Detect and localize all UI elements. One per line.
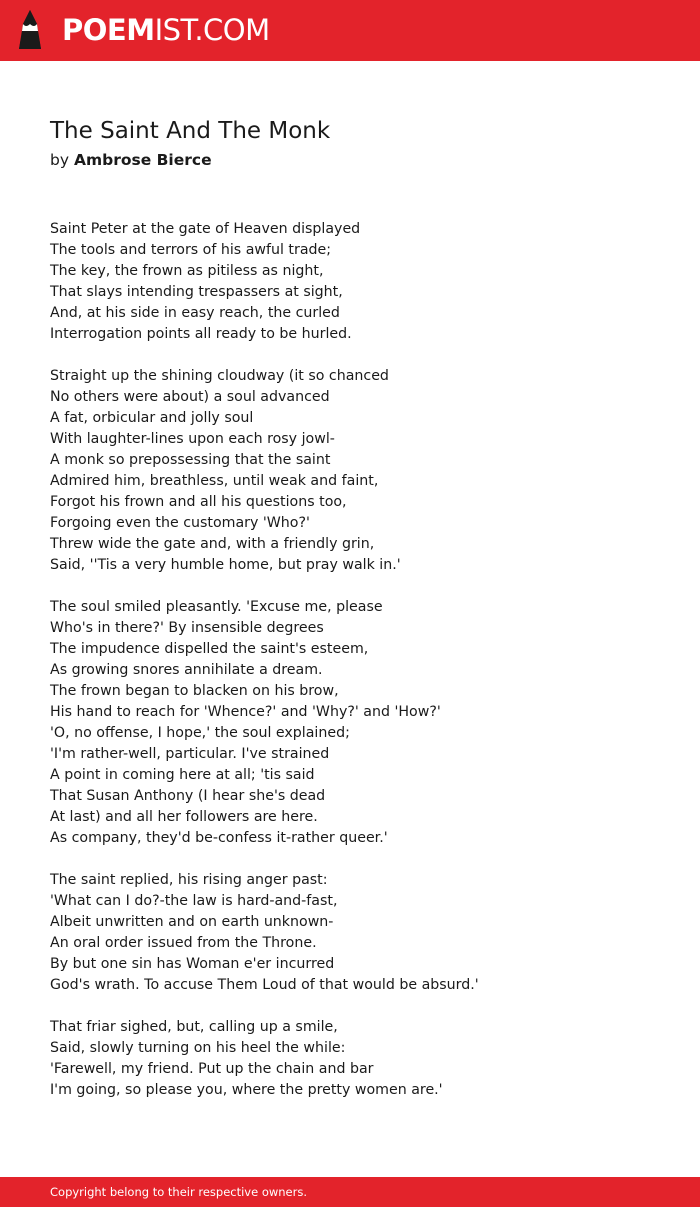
- poem-line: 'Farewell, my friend. Put up the chain and bar: [50, 1061, 374, 1077]
- poem-line: And, at his side in easy reach, the curled: [50, 305, 340, 321]
- stanza: [50, 366, 660, 576]
- poem-line: Admired him, breathless, until weak and faint,: [50, 473, 379, 489]
- pen-nib-icon[interactable]: [17, 9, 43, 51]
- poem-line: A point in coming here at all; 'tis said: [50, 767, 315, 783]
- site-footer: [0, 1177, 700, 1207]
- poem-line: Said, ''Tis a very humble home, but pray walk in.': [50, 557, 401, 573]
- poem-title: The Saint And The Monk: [50, 118, 331, 144]
- poem-line: Straight up the shining cloudway (it so chanced: [50, 368, 389, 384]
- poem-line: No others were about) a soul advanced: [50, 389, 330, 405]
- poem-line: By but one sin has Woman e'er incurred: [50, 956, 335, 972]
- poem-line: A monk so prepossessing that the saint: [50, 452, 331, 468]
- poem-line: A fat, orbicular and jolly soul: [50, 410, 254, 426]
- by-label: by: [50, 151, 70, 169]
- poem-line: An oral order issued from the Throne.: [50, 935, 317, 951]
- logo-text-light: IST.COM: [154, 13, 270, 47]
- poem-line: 'What can I do?-the law is hard-and-fast,: [50, 893, 338, 909]
- stanza: [50, 870, 660, 996]
- poem-line: At last) and all her followers are here.: [50, 809, 318, 825]
- poem-line: Forgoing even the customary 'Who?': [50, 515, 310, 531]
- poem-line: Albeit unwritten and on earth unknown-: [50, 914, 334, 930]
- poem-line: 'O, no offense, I hope,' the soul explained;: [50, 725, 350, 741]
- stanza: [50, 219, 660, 345]
- logo-text-strong: POEM: [62, 13, 155, 47]
- poem-line: His hand to reach for 'Whence?' and 'Why?' and 'How?': [50, 704, 441, 720]
- poem-line: Saint Peter at the gate of Heaven displayed: [50, 221, 361, 237]
- poem-line: Threw wide the gate and, with a friendly grin,: [50, 536, 375, 552]
- poem-line: 'I'm rather-well, particular. I've strained: [50, 746, 330, 762]
- stanza: [50, 597, 660, 849]
- poem-line: Forgot his frown and all his questions too,: [50, 494, 347, 510]
- poem-line: That Susan Anthony (I hear she's dead: [50, 788, 326, 804]
- poem-line: Said, slowly turning on his heel the while:: [50, 1040, 346, 1056]
- poem-line: That slays intending trespassers at sight,: [50, 284, 343, 300]
- poem-line: Who's in there?' By insensible degrees: [50, 620, 324, 636]
- poem-line: That friar sighed, but, calling up a smile,: [50, 1019, 338, 1035]
- copyright-notice: Copyright belong to their respective owners.: [50, 1185, 308, 1199]
- poem-line: God's wrath. To accuse Them Loud of that would be absurd.': [50, 977, 479, 993]
- poem-line: As company, they'd be-confess it-rather queer.': [50, 830, 388, 846]
- poem-line: I'm going, so please you, where the pretty women are.': [50, 1082, 443, 1098]
- site-header: [0, 0, 700, 61]
- poem-line: The impudence dispelled the saint's esteem,: [50, 641, 369, 657]
- poem-line: The key, the frown as pitiless as night,: [50, 263, 324, 279]
- poem-line: The soul smiled pleasantly. 'Excuse me, please: [50, 599, 383, 615]
- poem-body: [50, 219, 660, 1122]
- byline: [50, 149, 660, 171]
- author-name: Ambrose Bierce: [73, 151, 212, 169]
- poem-heading: [50, 116, 660, 171]
- poem-line: Interrogation points all ready to be hurled.: [50, 326, 352, 342]
- poem-line: As growing snores annihilate a dream.: [50, 662, 323, 678]
- poem-line: The saint replied, his rising anger past:: [50, 872, 328, 888]
- site-logo[interactable]: [62, 12, 270, 48]
- poem-line: The tools and terrors of his awful trade;: [50, 242, 332, 258]
- stanza: [50, 1017, 660, 1101]
- poem-line: The frown began to blacken on his brow,: [50, 683, 339, 699]
- poem-line: With laughter-lines upon each rosy jowl-: [50, 431, 335, 447]
